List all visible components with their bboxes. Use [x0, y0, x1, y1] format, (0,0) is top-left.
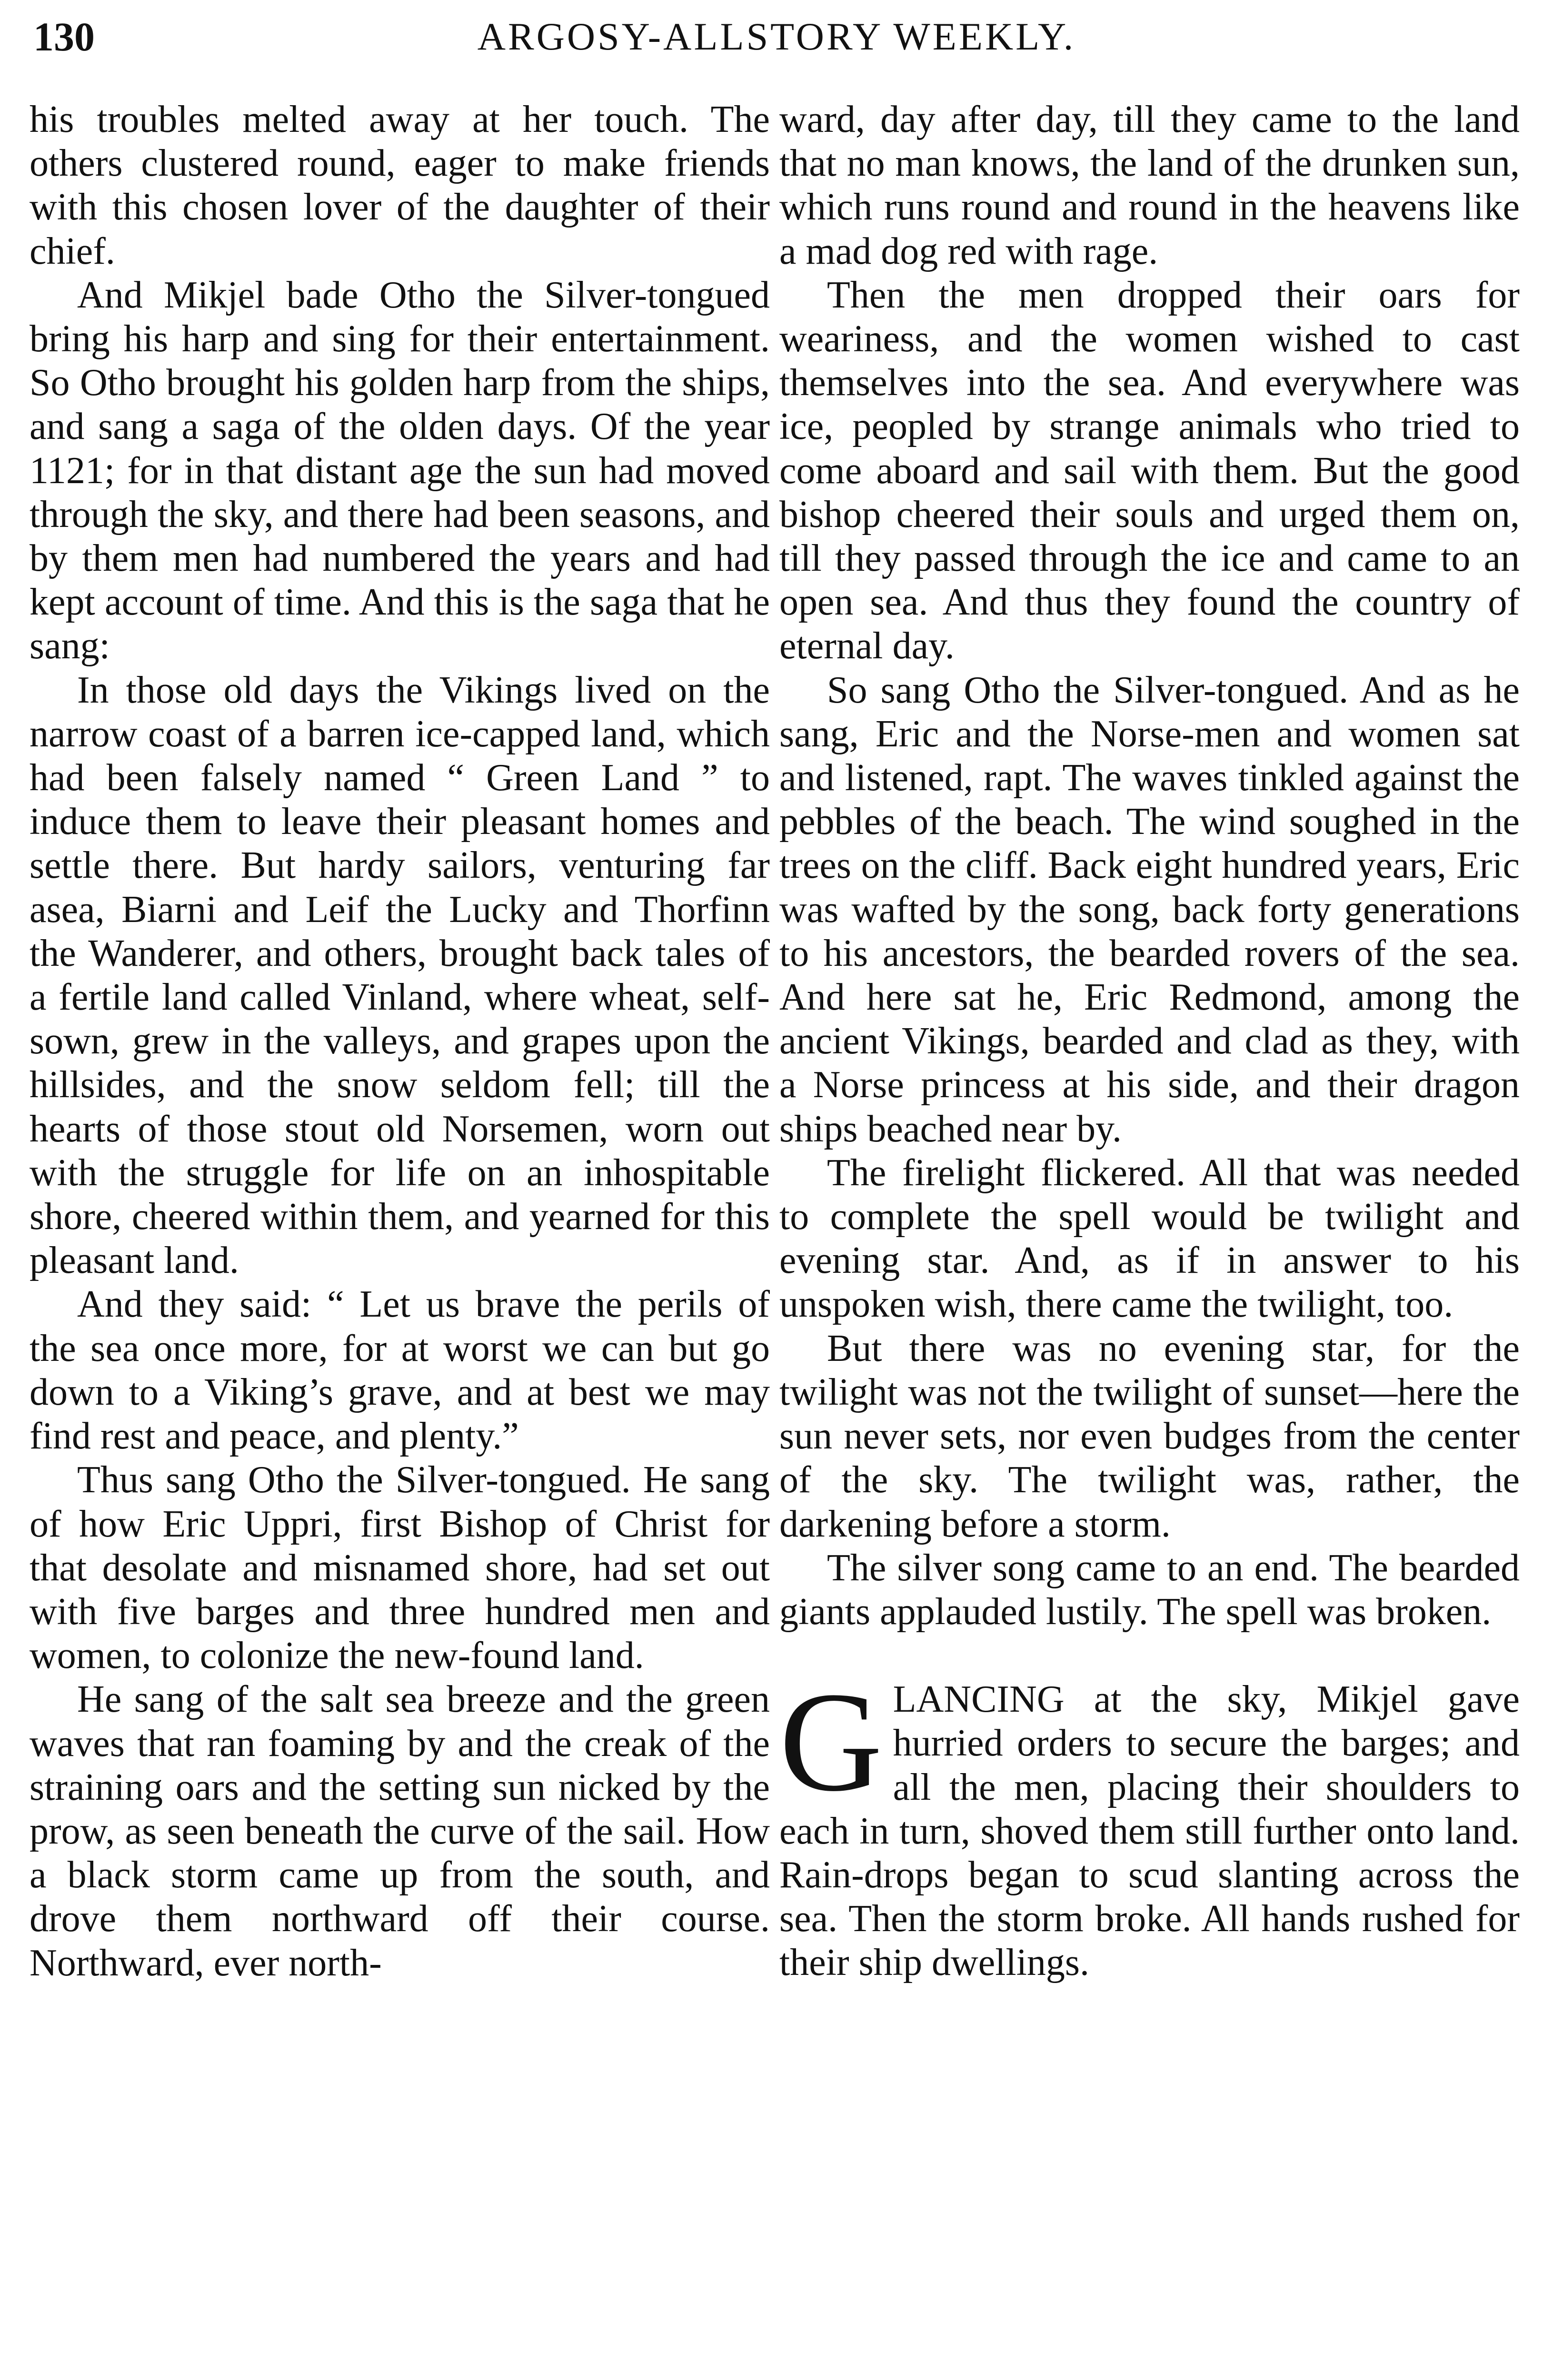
paragraph: The firelight flickered. All that was needed to complete the spell would be twilight and evening star. And, as if in answer to his unspoken wish, there came the twilight, too.	[779, 1151, 1520, 1326]
article-body	[30, 98, 1520, 2380]
paragraph: So sang Otho the Silver-tongued. And as he sang, Eric and the Norse-men and women sat and listened, rapt. The waves tinkled against the pebbles of the beach. The wind soughed in the trees on the cliff. Back eight hundred years, Eric was wafted by the song, back forty generations to his ancestors, the bearded rovers of the sea. And here sat he, Eric Redmond, among the ancient Vikings, bearded and clad as they, with a Norse princess at his side, and their dragon ships beached near by.	[779, 669, 1520, 1150]
left-column	[30, 98, 770, 2380]
page-number: 130	[33, 14, 95, 60]
paragraph: In those old days the Vikings lived on the narrow coast of a barren ice-capped land, which had been falsely named “ Green Land ” to induce them to leave their pleasant homes and settle there. But hardy sailors, venturing far asea, Biarni and Leif the Lucky and Thorfinn the Wanderer, and others, brought back tales of a fertile land called Vinland, where wheat, self-sown, grew in the valleys, and grapes upon the hillsides, and the snow seldom fell; till the hearts of those stout old Norsemen, worn out with the struggle for life on an inhospitable shore, cheered within them, and yearned for this pleasant land.	[30, 669, 770, 1282]
paragraph: ward, day after day, till they came to the land that no man knows, the land of the drunken sun, which runs round and round in the heavens like a mad dog red with rage.	[779, 99, 1520, 272]
paragraph: But there was no evening star, for the twilight was not the twilight of sunset—here the sun never sets, nor even budges from the center of the sky. The twilight was, rather, the darkening before a storm.	[779, 1327, 1520, 1545]
right-column	[779, 98, 1520, 2380]
running-head: ARGOSY-ALLSTORY WEEKLY.	[477, 15, 1076, 58]
page-header	[33, 10, 1520, 63]
drop-cap: G	[779, 1663, 883, 1821]
paragraph: his troubles melted away at her touch. The others clustered round, eager to make friends with this chosen lover of the daughter of their chief.	[30, 99, 770, 272]
section-opening-paragraph	[779, 1663, 1520, 1984]
paragraph: And they said: “ Let us brave the perils of the sea once more, for at worst we can but go down to a Viking’s grave, and at best we may find rest and peace, and plenty.”	[30, 1283, 770, 1458]
paragraph: The silver song came to an end. The bearded giants applauded lustily. The spell was broken.	[779, 1547, 1520, 1633]
paragraph: And Mikjel bade Otho the Silver-tongued bring his harp and sing for their entertainment. So Otho brought his golden harp from the ships, and sang a saga of the olden days. Of the year 1121; for in that distant age the sun had moved through the sky, and there had been seasons, and by them men had numbered the years and had kept account of time. And this is the saga that he sang:	[30, 274, 770, 667]
paragraph: He sang of the salt sea breeze and the green waves that ran foaming by and the creak of the straining oars and the setting sun nicked by the prow, as seen beneath the curve of the sail. How a black storm came up from the south, and drove them northward off their course. Northward, ever north-	[30, 1678, 770, 1984]
paragraph-text: LANCING at the sky, Mikjel gave hurried orders to secure the barges; and all the men, placing their shoulders to each in turn, shoved them still further onto land. Rain-drops began to scud slanting across the sea. Then the storm broke. All hands rushed for their ship dwellings.	[779, 1678, 1520, 1984]
paragraph: Thus sang Otho the Silver-tongued. He sang of how Eric Uppri, first Bishop of Christ for that desolate and misnamed shore, had set out with five barges and three hundred men and women, to colonize the new-found land.	[30, 1459, 770, 1677]
paragraph: Then the men dropped their oars for weariness, and the women wished to cast themselves into the sea. And everywhere was ice, peopled by strange animals who tried to come aboard and sail with them. But the good bishop cheered their souls and urged them on, till they passed through the ice and came to an open sea. And thus they found the country of eternal day.	[779, 274, 1520, 667]
